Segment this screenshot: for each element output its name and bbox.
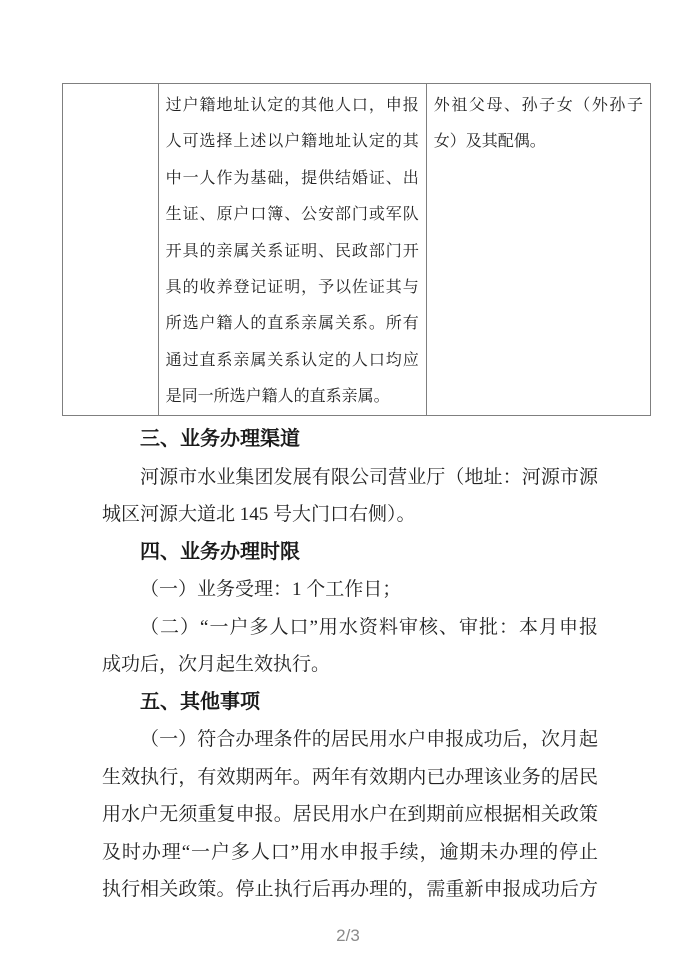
page-number: 2/3	[336, 926, 360, 945]
body-line: （一）符合办理条件的居民用水户申报成功后，次月起	[140, 729, 598, 750]
body-line: （二）“一户多人口”用水资料审核、审批：本月申报	[140, 616, 598, 638]
body-line: 用水户无须重复申报。居民用水户在到期前应根据相关政策	[102, 804, 598, 825]
table-text-line: 开具的亲属关系证明、民政部门开	[165, 242, 419, 260]
body-line: （一）业务受理：1 个工作日；	[140, 579, 402, 600]
table-cell-proof-description	[159, 84, 427, 415]
table-text-line: 中一人作为基础，提供结婚证、出	[165, 169, 419, 187]
body-line: 生效执行，有效期两年。两年有效期内已办理该业务的居民	[102, 766, 598, 788]
table-cell-empty	[63, 84, 159, 415]
section-heading-other: 五、其他事项	[140, 690, 260, 713]
section-heading-channel: 三、业务办理渠道	[140, 428, 300, 450]
table-text-line: 外祖父母、孙子女（外孙子	[433, 97, 643, 114]
document-body	[102, 421, 598, 909]
table-text-line: 是同一所选户籍人的直系亲属。	[165, 388, 390, 406]
body-line: 及时办理“一户多人口”用水申报手续，逾期未办理的停止	[102, 841, 598, 863]
body-line: 执行相关政策。停止执行后再办理的，需重新申报成功后方	[102, 879, 598, 900]
body-line: 成功后，次月起生效执行。	[102, 654, 331, 675]
table-cell-relatives-scope	[427, 84, 650, 415]
table-text-line: 生证、原户口簿、公安部门或军队	[165, 206, 419, 224]
table-text-line: 通过直系亲属关系认定的人口均应	[165, 351, 419, 369]
table-text-line: 女）及其配偶。	[433, 133, 546, 151]
table-text-line: 过户籍地址认定的其他人口，申报	[165, 97, 419, 114]
table-text-line: 所选户籍人的直系亲属关系。所有	[165, 315, 419, 333]
table-text-line: 具的收养登记证明，予以佐证其与	[165, 278, 419, 296]
body-line: 城区河源大道北 145 号大门口右侧）。	[102, 504, 416, 525]
continuation-table	[62, 83, 651, 416]
body-line: 河源市水业集团发展有限公司营业厅（地址：河源市源	[140, 466, 598, 488]
section-heading-timelimit: 四、业务办理时限	[140, 540, 300, 563]
table-text-line: 人可选择上述以户籍地址认定的其	[165, 133, 419, 151]
